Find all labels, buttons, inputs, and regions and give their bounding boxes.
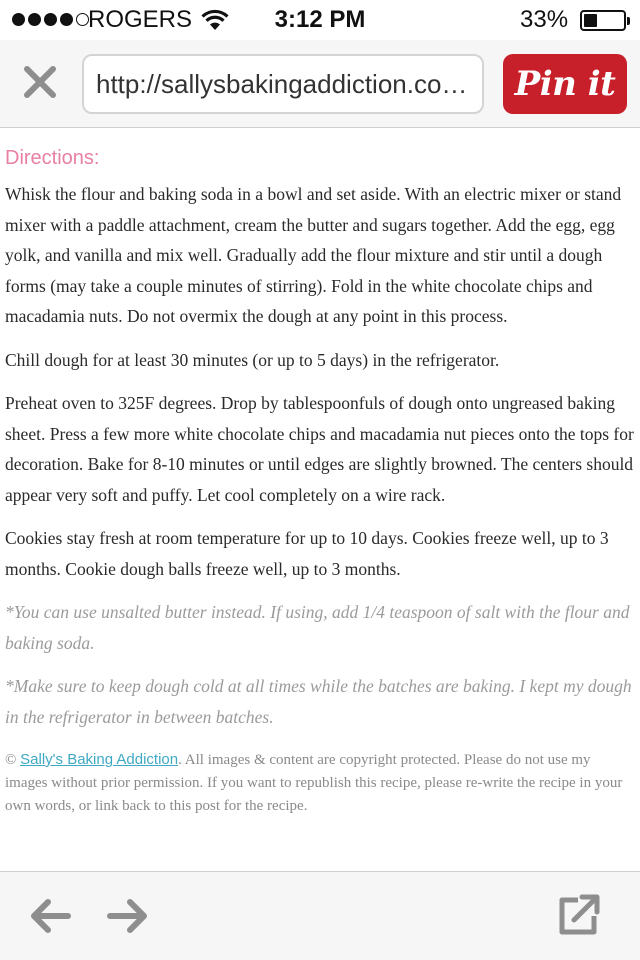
- direction-paragraph: Preheat oven to 325F degrees. Drop by tablespoonfuls of dough onto ungreased baking sheet. Press a few more white chocolate chips and macadamia nut pieces onto the tops for decoration. Bake for 8-10 minutes or until edges are slightly browned. The centers should appear very soft and puffy. Let cool completely on a wire rack.: [5, 393, 634, 505]
- pin-it-button[interactable]: [503, 54, 627, 114]
- url-text: http://sallysbakingaddiction.co…: [96, 68, 468, 99]
- recipe-content[interactable]: [0, 129, 640, 871]
- recipe-note: *You can use unsalted butter instead. If using, add 1/4 teaspoon of salt with the flour and baking soda.: [5, 602, 630, 653]
- directions-heading: Directions:: [5, 147, 100, 169]
- copyright-link[interactable]: Sally's Baking Addiction: [20, 751, 179, 768]
- close-button[interactable]: [16, 60, 64, 108]
- browser-toolbar: [0, 40, 640, 128]
- bottom-navigation-bar: [0, 871, 640, 960]
- direction-paragraph: Whisk the flour and baking soda in a bowl and set aside. With an electric mixer or stand mixer with a paddle attachment, cream the butter and sugars together. Add the egg, egg yolk, and vanilla and mix well. Gradually add the flour mixture and stir until a dough forms (may take a couple minutes of stirring). Fold in the white chocolate chips and macadamia nuts. Do not overmix the dough at any point in this process.: [5, 184, 622, 326]
- back-arrow-icon: [28, 925, 72, 942]
- clock: 3:12 PM: [274, 6, 366, 33]
- forward-arrow-icon: [106, 925, 150, 942]
- url-field[interactable]: [82, 54, 484, 114]
- direction-paragraph: Cookies stay fresh at room temperature for up to 10 days. Cookies freeze well, up to 3 months. Cookie dough balls freeze well, up to 3 months.: [5, 528, 609, 579]
- open-external-icon: [556, 925, 602, 942]
- open-external-button[interactable]: [556, 892, 602, 938]
- copyright-text: . All images & content are copyright protected. Please do not use my images without prior permission. If you want to republish this recipe, please re-write the recipe in your own words, or link back to this post for the recipe.: [5, 752, 623, 814]
- copyright-symbol: ©: [5, 752, 17, 768]
- battery-percentage: 33%: [520, 6, 569, 33]
- status-bar: [0, 0, 640, 40]
- back-button[interactable]: [28, 894, 72, 938]
- recipe-note: *Make sure to keep dough cold at all times while the batches are baking. I kept my dough in the refrigerator in between batches.: [5, 676, 632, 727]
- battery-icon: [580, 10, 626, 31]
- battery-level-fill: [584, 14, 597, 27]
- copyright-notice: [5, 748, 635, 818]
- close-icon: [23, 65, 57, 104]
- forward-button[interactable]: [106, 894, 150, 938]
- direction-paragraph: Chill dough for at least 30 minutes (or up to 5 days) in the refrigerator.: [5, 349, 500, 370]
- carrier-name: ROGERS: [88, 6, 193, 33]
- pin-it-label: Pin it: [514, 64, 616, 104]
